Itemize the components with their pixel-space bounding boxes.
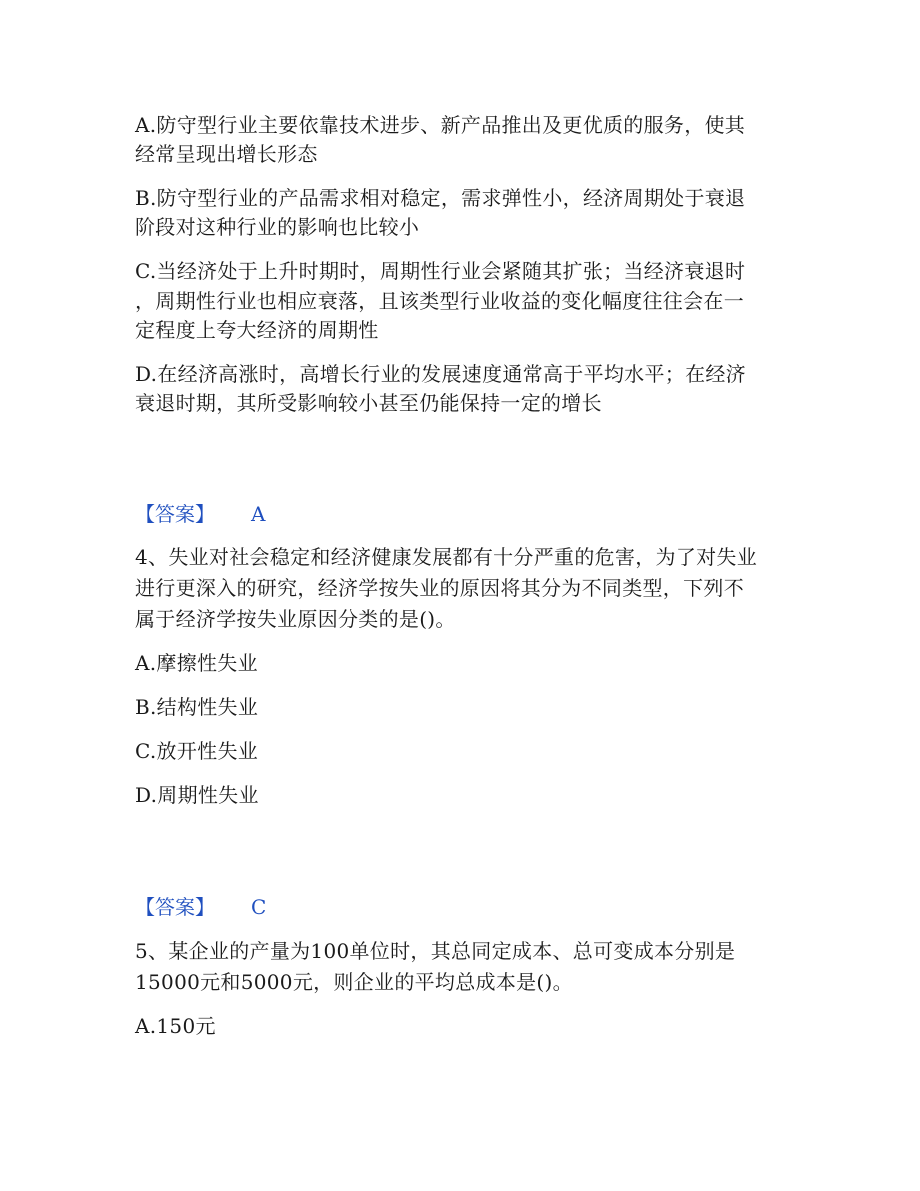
q4-stem-line-3: 属于经济学按失业原因分类的是()。 <box>135 607 456 631</box>
q5-option-a: A.150元 <box>135 1014 216 1038</box>
q4-option-d: D.周期性失业 <box>135 783 259 807</box>
q3-option-c-line-2: ，周期性行业也相应衰落，且该类型行业收益的变化幅度往往会在一 <box>135 289 744 313</box>
q5-stem-line-1: 5、某企业的产量为100单位时，其总同定成本、总可变成本分别是 <box>135 939 736 963</box>
q4-stem-line-2: 进行更深入的研究，经济学按失业的原因将其分为不同类型，下列不 <box>135 576 744 600</box>
answer-4 <box>135 892 266 922</box>
q3-option-c-line-1: C.当经济处于上升时期时，周期性行业会紧随其扩张；当经济衰退时 <box>135 259 746 283</box>
answer-tag: 【答案】 <box>135 502 215 526</box>
q3-option-b-line-1: B.防守型行业的产品需求相对稳定，需求弹性小，经济周期处于衰退 <box>135 186 746 210</box>
answer-tag: 【答案】 <box>135 895 215 919</box>
q3-option-b-line-2: 阶段对这种行业的影响也比较小 <box>135 215 420 239</box>
q3-option-a-line-1: A.防守型行业主要依靠技术进步、新产品推出及更优质的服务，使其 <box>135 113 746 137</box>
q4-option-b: B.结构性失业 <box>135 695 259 719</box>
q3-option-a-line-2: 经常呈现出增长形态 <box>135 142 318 166</box>
q4-option-a: A.摩擦性失业 <box>135 651 258 675</box>
q4-option-c: C.放开性失业 <box>135 739 259 763</box>
q4-stem-line-1: 4、失业对社会稳定和经济健康发展都有十分严重的危害，为了对失业 <box>135 545 758 569</box>
answer-value: A <box>251 502 266 526</box>
q5-stem-line-2: 15000元和5000元，则企业的平均总成本是()。 <box>135 970 573 994</box>
q3-option-d-line-2: 衰退时期，其所受影响较小甚至仍能保持一定的增长 <box>135 391 602 415</box>
q3-option-c-line-3: 定程度上夸大经济的周期性 <box>135 318 379 342</box>
answer-value: C <box>251 895 267 919</box>
q3-option-d-line-1: D.在经济高涨时，高增长行业的发展速度通常高于平均水平；在经济 <box>135 362 746 386</box>
answer-3 <box>135 499 265 529</box>
